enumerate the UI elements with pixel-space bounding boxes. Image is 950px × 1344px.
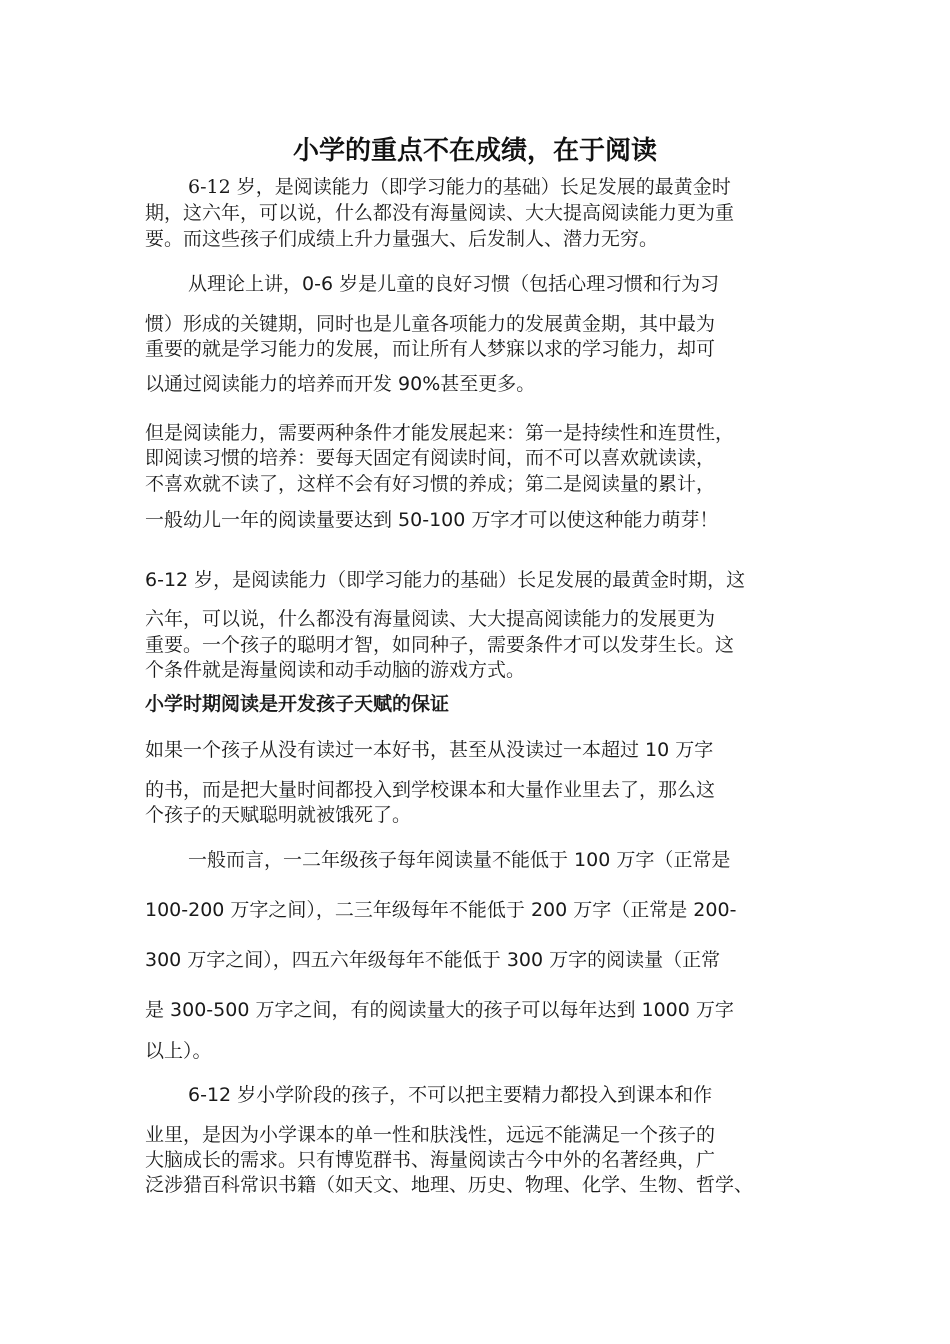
text-line: 100-200 万字之间），二三年级每年不能低于 200 万字（正常是 200- — [145, 899, 737, 921]
text-line: 惯）形成的关键期，同时也是儿童各项能力的发展黄金期，其中最为 — [145, 313, 716, 335]
text-line: 是 300-500 万字之间，有的阅读量大的孩子可以每年达到 1000 万字 — [145, 999, 734, 1021]
page-title: 小学的重点不在成绩，在于阅读 — [292, 136, 657, 166]
text-line: 大脑成长的需求。只有博览群书、海量阅读古今中外的名著经典，广 — [145, 1149, 716, 1171]
text-line: 但是阅读能力，需要两种条件才能发展起来：第一是持续性和连贯性， — [145, 422, 735, 444]
text-line: 个孩子的天赋聪明就被饿死了。 — [145, 804, 412, 826]
text-line: 从理论上讲，0-6 岁是儿童的良好习惯（包括心理习惯和行为习 — [188, 273, 720, 295]
text-line: 重要。一个孩子的聪明才智，如同种子，需要条件才可以发芽生长。这 — [145, 634, 735, 656]
text-line: 不喜欢就不读了，这样不会有好习惯的养成；第二是阅读量的累计， — [145, 473, 716, 495]
text-line: 6-12 岁，是阅读能力（即学习能力的基础）长足发展的最黄金时 — [188, 176, 731, 198]
text-line: 6-12 岁，是阅读能力（即学习能力的基础）长足发展的最黄金时期，这 — [145, 569, 746, 591]
text-line: 的书，而是把大量时间都投入到学校课本和大量作业里去了，那么这 — [145, 779, 716, 801]
text-line: 以上）。 — [145, 1040, 212, 1062]
text-line: 期，这六年，可以说，什么都没有海量阅读、大大提高阅读能力更为重 — [145, 202, 735, 224]
text-line: 六年，可以说，什么都没有海量阅读、大大提高阅读能力的发展更为 — [145, 608, 716, 630]
text-line: 即阅读习惯的培养：要每天固定有阅读时间，而不可以喜欢就读读， — [145, 447, 716, 469]
text-line: 重要的就是学习能力的发展，而让所有人梦寐以求的学习能力，却可 — [145, 338, 716, 360]
text-line: 6-12 岁小学阶段的孩子，不可以把主要精力都投入到课本和作 — [188, 1084, 713, 1106]
text-line: 要。而这些孩子们成绩上升力量强大、后发制人、潜力无穷。 — [145, 228, 659, 250]
text-line: 300 万字之间），四五六年级每年不能低于 300 万字的阅读量（正常 — [145, 949, 721, 971]
text-line: 一般而言，一二年级孩子每年阅读量不能低于 100 万字（正常是 — [188, 849, 731, 871]
text-line: 一般幼儿一年的阅读量要达到 50-100 万字才可以使这种能力萌芽！ — [145, 509, 719, 531]
text-line: 小学时期阅读是开发孩子天赋的保证 — [145, 693, 450, 715]
text-line: 泛涉猎百科常识书籍（如天文、地理、历史、物理、化学、生物、哲学、 — [145, 1174, 754, 1196]
text-line: 个条件就是海量阅读和动手动脑的游戏方式。 — [145, 659, 526, 681]
text-line: 业里，是因为小学课本的单一性和肤浅性，远远不能满足一个孩子的 — [145, 1124, 716, 1146]
text-line: 以通过阅读能力的培养而开发 90%甚至更多。 — [145, 373, 536, 395]
text-line: 如果一个孩子从没有读过一本好书，甚至从没读过一本超过 10 万字 — [145, 739, 714, 761]
